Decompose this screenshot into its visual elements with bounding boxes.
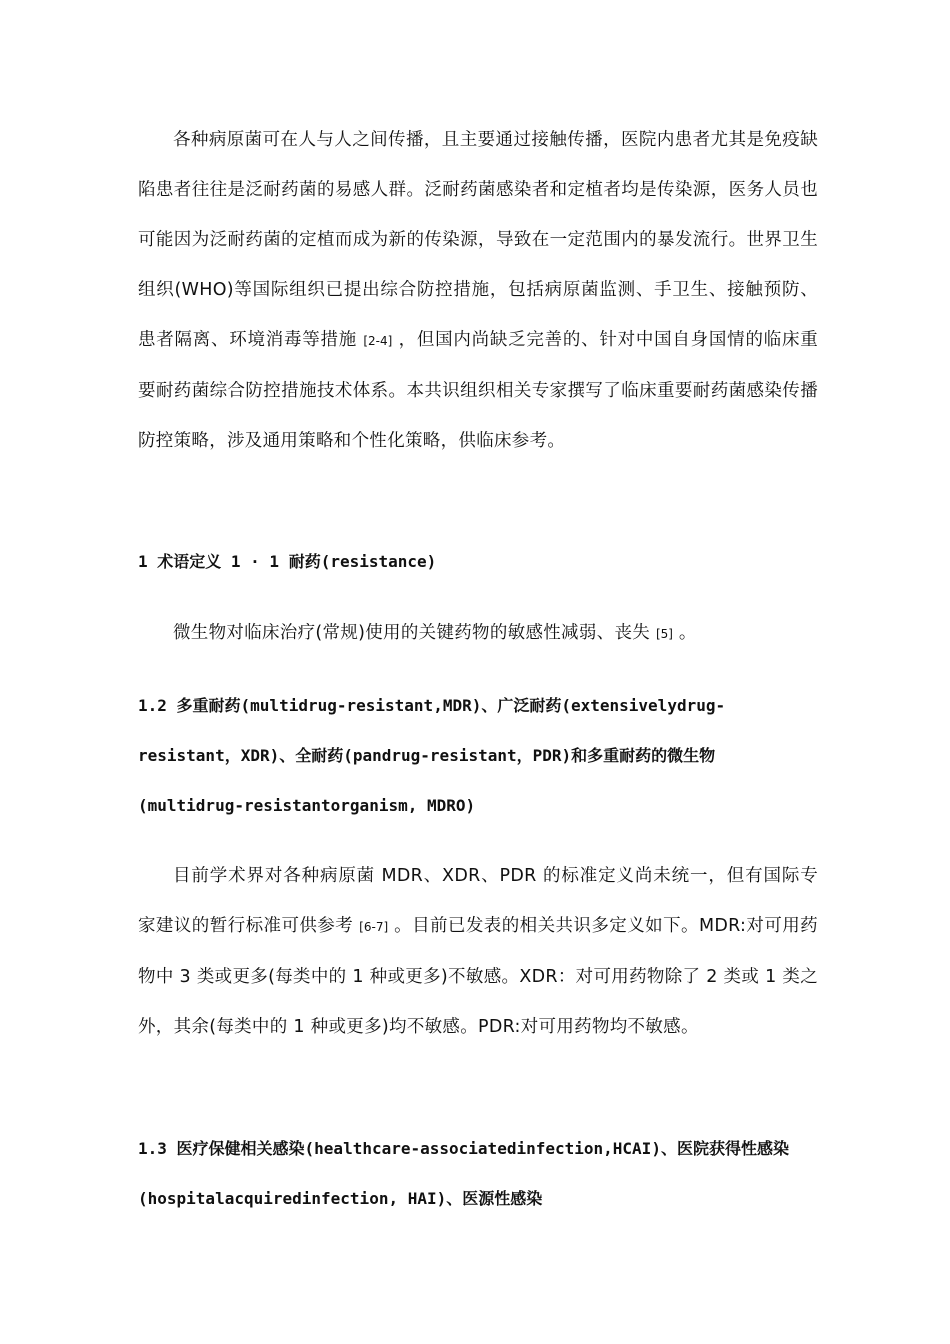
intro-paragraph-text: 各种病原菌可在人与人之间传播，且主要通过接触传播，医院内患者尤其是免疫缺陷患者往往是泛耐药菌的易感人群。泛耐药菌感染者和定植者均是传染源，医务人员也可能因为泛耐药菌的定植而成为新的传染源，导致在一定范围内的暴发流行。世界卫生组织(WHO)等国际组织已提出综合防控措施，包括病原菌监测、手卫生、接触预防、患者隔离、环境消毒等措施 — [138, 130, 818, 350]
mdr-definition-text: 目前学术界对各种病原菌 MDR、XDR、PDR 的标准定义尚未统一，但有国际专家建议的暂行标准可供参考 — [138, 866, 818, 936]
intro-paragraph-text-after: ，但国内尚缺乏完善的、针对中国自身国情的临床重要耐药菌综合防控措施技术体系。本共识组织相关专家撰写了临床重要耐药菌感染传播防控策略，涉及通用策略和个性化策略，供临床参考。 — [138, 330, 818, 451]
resistance-definition-text-after: 。 — [678, 623, 697, 643]
resistance-definition-text: 微生物对临床治疗(常规)使用的关键药物的敏感性减弱、丧失 — [173, 623, 651, 643]
citation-ref: [5] — [655, 627, 673, 641]
mdr-definition-paragraph — [138, 851, 818, 1052]
citation-ref: [2-4] — [363, 334, 393, 348]
resistance-definition-paragraph — [138, 608, 818, 659]
section-heading-1-3: 1.3 医疗保健相关感染(healthcare-associatedinfection,HCAI)、医院获得性感染(hospitalacquiredinfection, HAI)、医源性感染 — [138, 1139, 789, 1208]
section-heading-1-2: 1.2 多重耐药(multidrug-resistant,MDR)、广泛耐药(extensivelydrug-resistant，XDR)、全耐药(pandrug-resistant，PDR)和多重耐药的微生物(multidrug-resistantorganism, MDRO) — [138, 696, 726, 815]
section-heading-1: 1 术语定义 1 · 1 耐药(resistance) — [138, 552, 437, 571]
mdr-definition-text-after: 。目前已发表的相关共识多定义如下。MDR:对可用药物中 3 类或更多(每类中的 1 种或更多)不敏感。XDR：对可用药物除了 2 类或 1 类之外，其余(每类中的 1 种或更多)均不敏感。PDR:对可用药物均不敏感。 — [138, 916, 818, 1037]
citation-ref: [6-7] — [359, 920, 389, 934]
intro-paragraph — [138, 115, 818, 466]
